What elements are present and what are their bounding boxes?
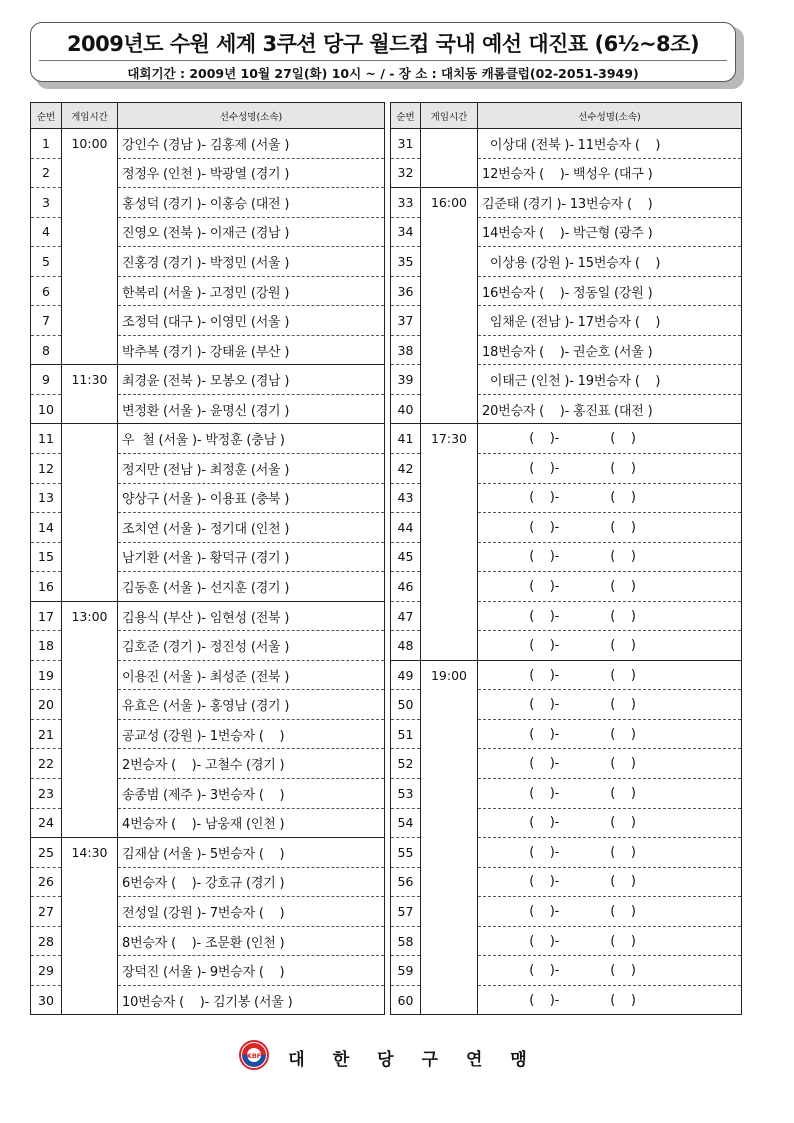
match-number: 25 [31,838,62,868]
table-row [391,188,742,218]
bracket-table-left [30,102,385,1015]
table-row [391,631,742,661]
match-players: 공교성 (강원 )- 1번승자 ( ) [118,719,385,749]
organization-name: 대한당구연맹 [288,1049,555,1070]
table-row [31,129,385,159]
game-time [62,247,118,277]
match-number: 17 [31,601,62,631]
game-time [421,956,478,986]
game-time [62,867,118,897]
col-header-time: 게임시간 [421,103,478,129]
table-row [391,158,742,188]
match-players: 진홍경 (경기 )- 박정민 (서울 ) [118,247,385,277]
match-number: 11 [31,424,62,454]
table-row [391,542,742,572]
match-number: 47 [391,601,421,631]
game-time [421,985,478,1015]
match-number: 39 [391,365,421,395]
game-time [421,838,478,868]
document-header [30,22,736,82]
game-time [62,660,118,690]
match-number: 29 [31,956,62,986]
match-players: ( )- ( ) [478,749,742,779]
table-header-row [391,103,742,129]
match-players: ( )- ( ) [478,838,742,868]
match-players: ( )- ( ) [478,513,742,543]
table-row [31,660,385,690]
match-players: ( )- ( ) [478,808,742,838]
match-players: 박추복 (경기 )- 강태윤 (부산 ) [118,335,385,365]
table-row [31,631,385,661]
match-number: 9 [31,365,62,395]
match-players: 전성일 (강원 )- 7번승자 ( ) [118,897,385,927]
table-row [391,483,742,513]
game-time [62,188,118,218]
match-number: 44 [391,513,421,543]
table-row [31,956,385,986]
game-time [62,779,118,809]
table-row [31,188,385,218]
match-players: 4번승자 ( )- 남웅재 (인천 ) [118,808,385,838]
game-time: 17:30 [421,424,478,454]
table-row [31,335,385,365]
match-players: ( )- ( ) [478,779,742,809]
title-divider [39,60,727,61]
kbf-logo-icon [239,1040,269,1074]
table-row [391,572,742,602]
table-row [391,749,742,779]
table-row [31,897,385,927]
match-players: 홍성덕 (경기 )- 이홍승 (대전 ) [118,188,385,218]
match-number: 46 [391,572,421,602]
table-row [31,158,385,188]
match-players: 남기환 (서울 )- 황덕규 (경기 ) [118,542,385,572]
match-number: 10 [31,394,62,424]
match-players: 김호준 (경기 )- 정진성 (서울 ) [118,631,385,661]
table-row [391,217,742,247]
match-number: 13 [31,483,62,513]
game-time [421,690,478,720]
table-row [391,719,742,749]
game-time [62,276,118,306]
match-players: ( )- ( ) [478,956,742,986]
game-time [421,631,478,661]
table-row [391,956,742,986]
match-number: 60 [391,985,421,1015]
match-number: 8 [31,335,62,365]
match-players: ( )- ( ) [478,897,742,927]
match-players: 2번승자 ( )- 고철수 (경기 ) [118,749,385,779]
match-players: ( )- ( ) [478,719,742,749]
table-row [31,690,385,720]
table-row [391,247,742,277]
game-time [421,867,478,897]
game-time [62,719,118,749]
match-players: 송종범 (제주 )- 3번승자 ( ) [118,779,385,809]
match-players: 김동훈 (서울 )- 선지훈 (경기 ) [118,572,385,602]
table-header-row [31,103,385,129]
game-time: 10:00 [62,129,118,159]
game-time [421,601,478,631]
game-time [62,483,118,513]
game-time [62,897,118,927]
table-row [31,601,385,631]
game-time [421,454,478,484]
match-players: 변정환 (서울 )- 윤명신 (경기 ) [118,394,385,424]
match-players: 한복리 (서울 )- 고정민 (강원 ) [118,276,385,306]
table-row [391,779,742,809]
game-time [62,394,118,424]
match-number: 40 [391,394,421,424]
game-time [62,926,118,956]
match-players: 김준태 (경기 )- 13번승자 ( ) [478,188,742,218]
game-time [421,306,478,336]
match-number: 18 [31,631,62,661]
table-row [391,276,742,306]
game-time [62,424,118,454]
match-number: 30 [31,985,62,1015]
game-time [62,956,118,986]
match-number: 23 [31,779,62,809]
match-number: 7 [31,306,62,336]
match-players: ( )- ( ) [478,601,742,631]
match-number: 36 [391,276,421,306]
match-players: 8번승자 ( )- 조문환 (인천 ) [118,926,385,956]
table-row [31,719,385,749]
match-players: 6번승자 ( )- 강호규 (경기 ) [118,867,385,897]
match-number: 57 [391,897,421,927]
table-row [31,926,385,956]
match-number: 34 [391,217,421,247]
game-time [62,572,118,602]
match-number: 28 [31,926,62,956]
game-time [62,306,118,336]
match-number: 27 [31,897,62,927]
match-players: ( )- ( ) [478,483,742,513]
match-number: 53 [391,779,421,809]
table-row [391,660,742,690]
match-players: 이태근 (인천 )- 19번승자 ( ) [478,365,742,395]
game-time [62,335,118,365]
match-players: 김재삼 (서울 )- 5번승자 ( ) [118,838,385,868]
match-number: 19 [31,660,62,690]
game-time [421,483,478,513]
game-time [421,276,478,306]
table-row [31,808,385,838]
table-row [391,601,742,631]
match-number: 2 [31,158,62,188]
page-title: 2009년도 수원 세계 3쿠션 당구 월드컵 국내 예선 대진표 (6½~8조) [66,32,700,56]
table-row [31,276,385,306]
match-players: 12번승자 ( )- 백성우 (대구 ) [478,158,742,188]
match-number: 35 [391,247,421,277]
logo-text: KBF [246,1052,262,1060]
match-number: 48 [391,631,421,661]
match-players: 진영오 (전북 )- 이재근 (경남 ) [118,217,385,247]
footer [0,1040,794,1074]
table-row [31,424,385,454]
game-time [62,631,118,661]
table-row [391,365,742,395]
match-number: 58 [391,926,421,956]
game-time [421,779,478,809]
game-time: 16:00 [421,188,478,218]
table-row [391,985,742,1015]
table-row [31,779,385,809]
match-players: 조정덕 (대구 )- 이영민 (서울 ) [118,306,385,336]
table-row [391,867,742,897]
match-players: 10번승자 ( )- 김기봉 (서울 ) [118,985,385,1015]
match-number: 49 [391,660,421,690]
match-number: 12 [31,454,62,484]
game-time [62,217,118,247]
game-time [421,129,478,159]
game-time [62,454,118,484]
table-row [391,513,742,543]
match-players: 정지만 (전남 )- 최정훈 (서울 ) [118,454,385,484]
match-number: 55 [391,838,421,868]
match-number: 3 [31,188,62,218]
table-row [31,867,385,897]
game-time [421,217,478,247]
table-row [391,690,742,720]
game-time [62,749,118,779]
match-players: ( )- ( ) [478,572,742,602]
match-number: 26 [31,867,62,897]
match-number: 59 [391,956,421,986]
table-row [391,808,742,838]
table-row [31,542,385,572]
match-number: 5 [31,247,62,277]
match-number: 52 [391,749,421,779]
table-row [31,247,385,277]
match-players: 조치연 (서울 )- 정기대 (인천 ) [118,513,385,543]
match-number: 24 [31,808,62,838]
game-time [421,542,478,572]
match-players: 18번승자 ( )- 권순호 (서울 ) [478,335,742,365]
bracket-table-right [390,102,742,1015]
game-time [421,926,478,956]
event-info: 대회기간 : 2009년 10월 27일(화) 10시 ~ / - 장 소 : 대치동 캐롬클럽(02-2051-3949) [127,66,639,81]
match-players: 유효은 (서울 )- 홍영남 (경기 ) [118,690,385,720]
match-players: 이상대 (전북 )- 11번승자 ( ) [478,129,742,159]
match-players: ( )- ( ) [478,660,742,690]
match-number: 1 [31,129,62,159]
match-players: 김용식 (부산 )- 임현성 (전북 ) [118,601,385,631]
table-row [31,985,385,1015]
match-players: 이용진 (서울 )- 최성준 (전북 ) [118,660,385,690]
game-time: 19:00 [421,660,478,690]
match-number: 54 [391,808,421,838]
game-time [421,749,478,779]
game-time [421,808,478,838]
table-row [31,217,385,247]
game-time: 11:30 [62,365,118,395]
table-row [391,129,742,159]
match-players: ( )- ( ) [478,454,742,484]
table-row [31,394,385,424]
match-number: 42 [391,454,421,484]
match-number: 31 [391,129,421,159]
match-players: ( )- ( ) [478,985,742,1015]
match-players: 임채운 (전남 )- 17번승자 ( ) [478,306,742,336]
match-number: 51 [391,719,421,749]
match-number: 41 [391,424,421,454]
match-players: 장덕진 (서울 )- 9번승자 ( ) [118,956,385,986]
match-players: ( )- ( ) [478,542,742,572]
game-time [421,572,478,602]
game-time: 13:00 [62,601,118,631]
game-time [421,158,478,188]
game-time [421,247,478,277]
match-players: 정정우 (인천 )- 박광열 (경기 ) [118,158,385,188]
match-players: ( )- ( ) [478,631,742,661]
match-number: 33 [391,188,421,218]
game-time [421,394,478,424]
match-number: 45 [391,542,421,572]
match-number: 6 [31,276,62,306]
match-number: 50 [391,690,421,720]
match-players: 이상용 (강원 )- 15번승자 ( ) [478,247,742,277]
match-players: 강인수 (경남 )- 김홍제 (서울 ) [118,129,385,159]
match-players: 최경윤 (전북 )- 모봉오 (경남 ) [118,365,385,395]
table-row [391,394,742,424]
table-row [31,513,385,543]
match-players: ( )- ( ) [478,867,742,897]
table-row [391,306,742,336]
game-time [62,158,118,188]
match-players: 양상구 (서울 )- 이용표 (충북 ) [118,483,385,513]
col-header-players: 선수성명(소속) [478,103,742,129]
game-time [421,513,478,543]
table-row [391,838,742,868]
table-row [31,365,385,395]
match-number: 21 [31,719,62,749]
match-players: ( )- ( ) [478,926,742,956]
match-number: 14 [31,513,62,543]
game-time [62,690,118,720]
match-number: 56 [391,867,421,897]
col-header-players: 선수성명(소속) [118,103,385,129]
match-players: 20번승자 ( )- 홍진표 (대전 ) [478,394,742,424]
match-number: 16 [31,572,62,602]
table-row [391,424,742,454]
col-header-time: 게임시간 [62,103,118,129]
match-number: 22 [31,749,62,779]
game-time [62,808,118,838]
game-time [62,513,118,543]
game-time [421,719,478,749]
match-number: 20 [31,690,62,720]
match-number: 37 [391,306,421,336]
table-row [31,306,385,336]
table-row [31,483,385,513]
table-row [391,926,742,956]
game-time [62,985,118,1015]
match-number: 32 [391,158,421,188]
table-row [31,838,385,868]
table-row [391,335,742,365]
match-players: 우 철 (서울 )- 박정훈 (충남 ) [118,424,385,454]
game-time: 14:30 [62,838,118,868]
table-row [391,897,742,927]
table-row [31,572,385,602]
game-time [421,335,478,365]
table-row [31,749,385,779]
game-time [62,542,118,572]
match-number: 4 [31,217,62,247]
match-players: 14번승자 ( )- 박근형 (광주 ) [478,217,742,247]
match-players: ( )- ( ) [478,424,742,454]
game-time [421,365,478,395]
match-number: 15 [31,542,62,572]
match-players: 16번승자 ( )- 정동일 (강원 ) [478,276,742,306]
col-header-num: 순번 [31,103,62,129]
table-row [391,454,742,484]
match-players: ( )- ( ) [478,690,742,720]
table-row [31,454,385,484]
match-number: 43 [391,483,421,513]
col-header-num: 순번 [391,103,421,129]
match-number: 38 [391,335,421,365]
game-time [421,897,478,927]
